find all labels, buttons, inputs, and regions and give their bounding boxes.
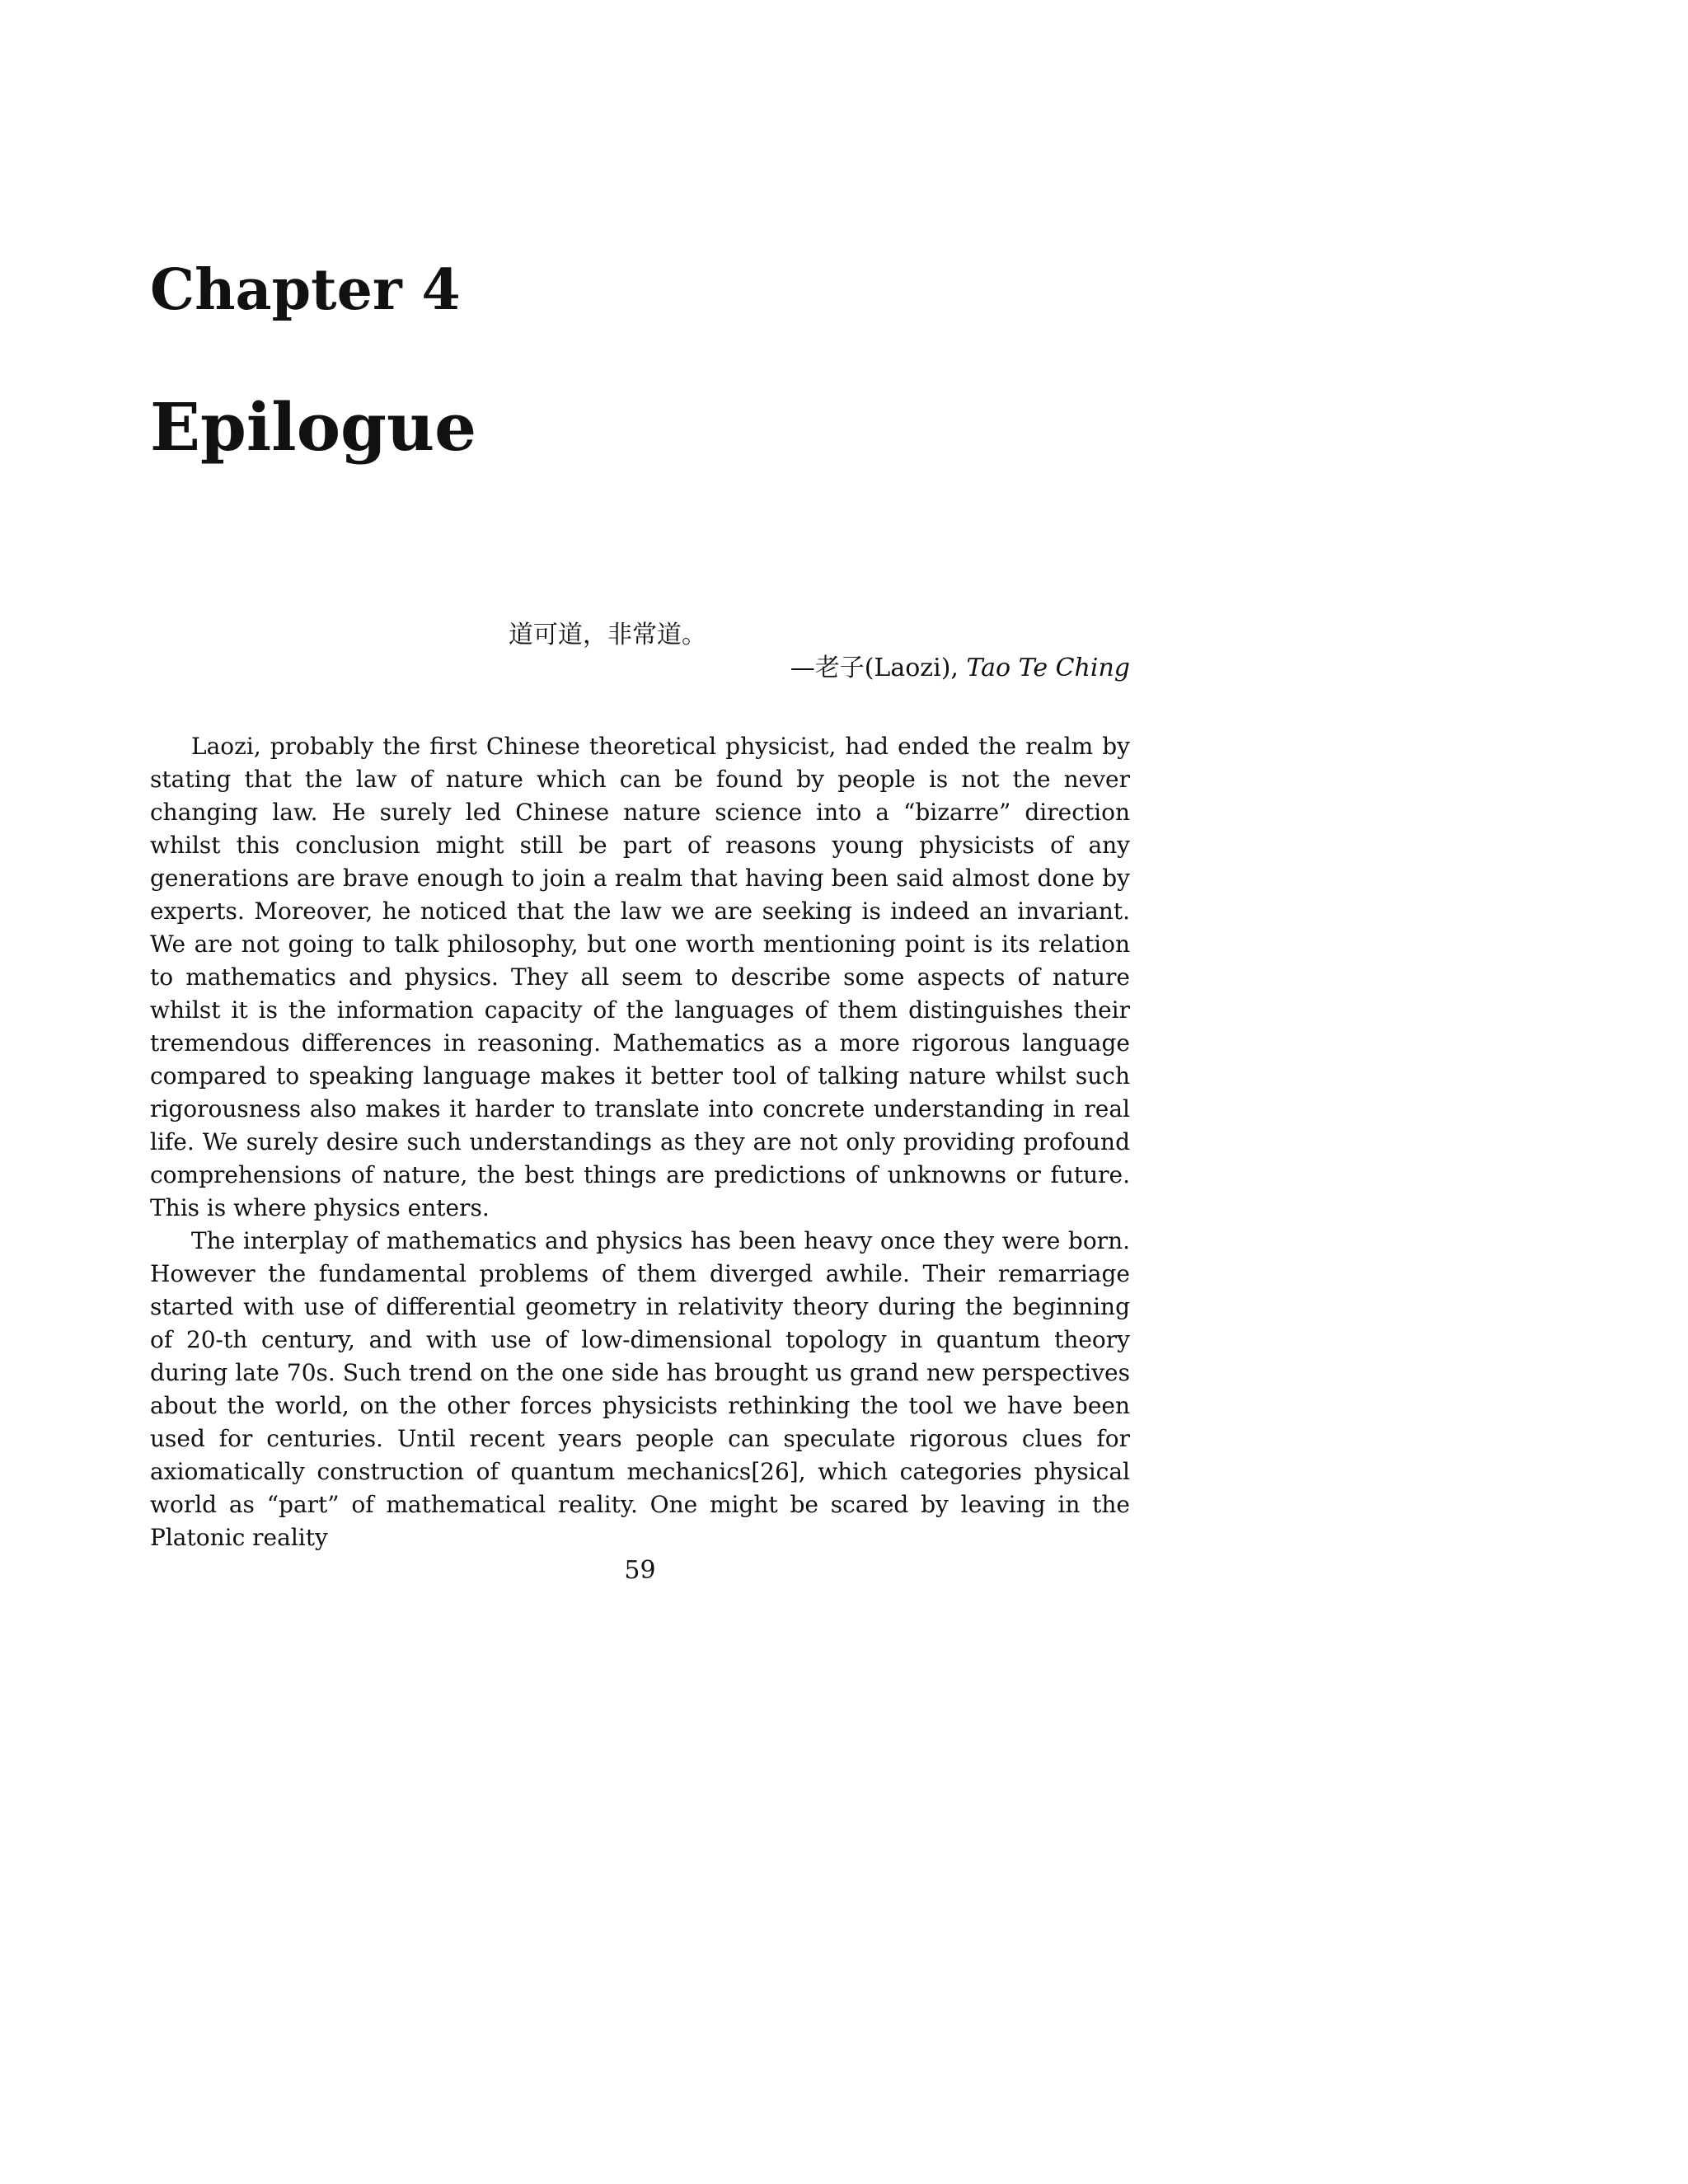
epigraph-attribution [790, 654, 1130, 683]
body-paragraph: The interplay of mathematics and physics has been heavy once they were born. However the fundamental problems of them diverged awhile. Their remarriage started with use of differential geometry in relativity theory during the beginning of 20-th century, and with use of low-dimensional topology in quantum theory during late 70s. Such trend on the one side has brought us grand new perspectives about the world, on the other forces physicists rethinking the tool we have been used for centuries. Until recent years people can speculate rigorous clues for axiomatically construction of quantum mechanics[26], which categories physical world as “part” of mathematical reality. One might be scared by leaving in the Platonic reality [150, 1227, 1130, 1551]
body-text [150, 730, 1130, 1554]
page-number: 59 [624, 1556, 656, 1585]
chapter-title: Epilogue [150, 388, 477, 466]
epigraph-quote: 道可道，非常道。 [509, 621, 706, 649]
epigraph-work-title: Tao Te Ching [966, 654, 1130, 682]
chapter-label: Chapter 4 [150, 257, 461, 323]
body-paragraph: Laozi, probably the first Chinese theoretical physicist, had ended the realm by stating that the law of nature which can be found by people is not the never changing law. He surely led Chinese nature science into a “bizarre” direction whilst this conclusion might still be part of reasons young physicists of any generations are brave enough to join a realm that having been said almost done by experts. Moreover, he noticed that the law we are seeking is indeed an invariant. We are not going to talk philosophy, but one worth mentioning point is its relation to mathematics and physics. They all seem to describe some aspects of nature whilst it is the information capacity of the languages of them distinguishes their tremendous differences in reasoning. Mathematics as a more rigorous language compared to speaking language makes it better tool of talking nature whilst such rigorousness also makes it harder to translate into concrete understanding in real life. We surely desire such understandings as they are not only providing profound comprehensions of nature, the best things are predictions of unknowns or future. This is where physics enters. [150, 733, 1130, 1221]
epigraph-author: —老子(Laozi), [790, 654, 967, 682]
